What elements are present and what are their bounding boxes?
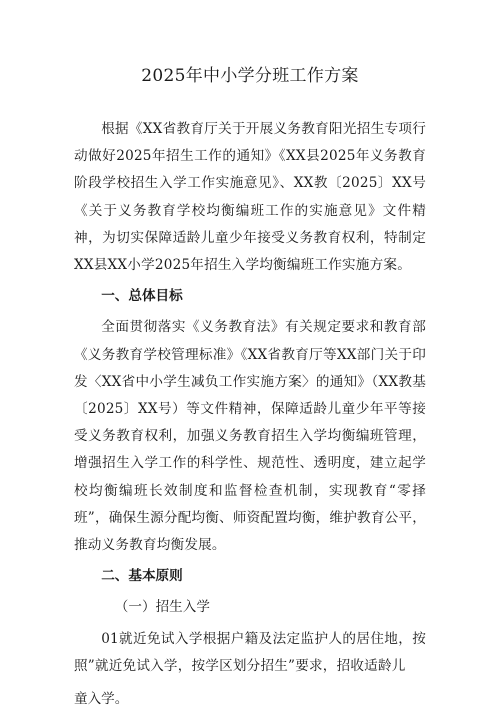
section-2-subheading-admission: （一）招生入学 [114, 599, 210, 616]
section-2-admission-continuation: 童入学。 [74, 691, 129, 708]
section-2-heading: 二、基本原则 [101, 568, 183, 585]
section-2-admission-paragraph: 01就近免试入学根据户籍及法定监护人的居住地，按照”就近免试入学，按学区划分招生”要求，招收适龄儿 [74, 630, 426, 674]
document-title: 2025年中小学分班工作方案 [141, 66, 359, 86]
section-1-heading: 一、总体目标 [101, 288, 183, 305]
intro-paragraph: 根据《XX省教育厅关于开展义务教育阳光招生专项行动做好2025年招生工作的通知》《XX县2025年义务教育阶段学校招生入学工作实施意见》、XX教〔2025〕XX号《关于义务教育学校均衡编班工作的实施意见》文件精神，为切实保障适龄儿童少年接受义务教育权利，特制定XX县XX小学2025年招生入学均衡编班工作实施方案。 [74, 121, 426, 274]
section-1-paragraph: 全面贯彻落实《义务教育法》有关规定要求和教育部《义务教育学校管理标准》《XX省教育厅等XX部门关于印发〈XX省中小学生减负工作实施方案〉的通知》（XX教基〔2025〕XX号）等文件精神，保障适龄儿童少年平等接受义务教育权利，加强义务教育招生入学均衡编班管理，增强招生入学工作的科学性、规范性、透明度，建立起学校均衡编班长效制度和监督检查机制，实现教育“零择班”，确保生源分配均衡、师资配置均衡，维护教育公平，推动义务教育均衡发展。 [74, 319, 426, 554]
